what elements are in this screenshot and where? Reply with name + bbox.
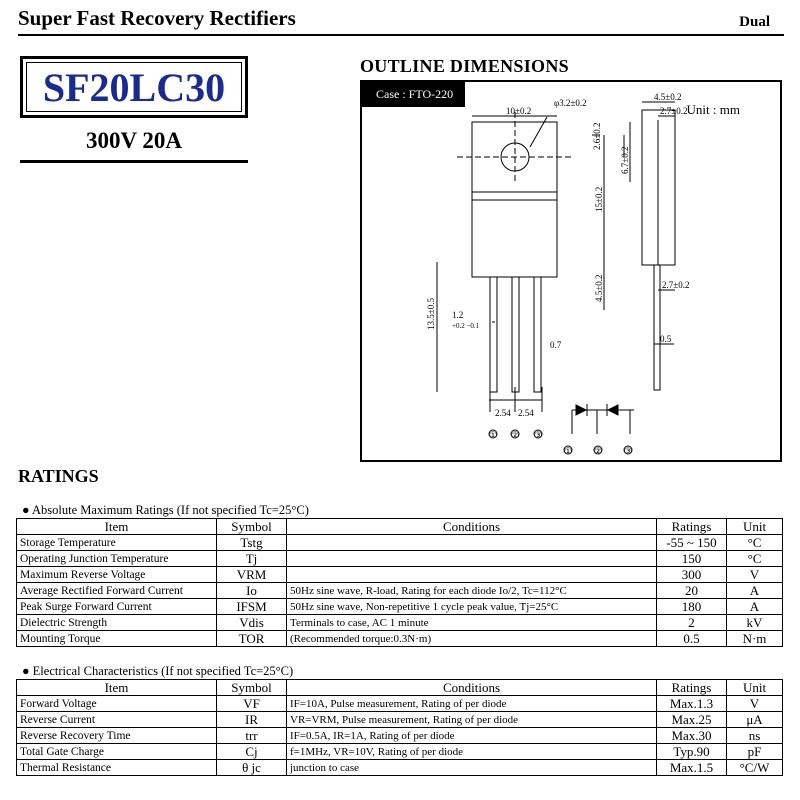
cell-rating: 180 bbox=[657, 599, 727, 615]
header-conditions: Conditions bbox=[287, 680, 657, 696]
cell-conditions: IF=0.5A, IR=1A, Rating of per diode bbox=[287, 728, 657, 744]
dim-side-t2: 2.7±0.2 bbox=[662, 280, 690, 290]
cell-symbol: Tj bbox=[217, 551, 287, 567]
table-row bbox=[17, 567, 783, 583]
cell-conditions bbox=[287, 551, 657, 567]
cell-symbol: VRM bbox=[217, 567, 287, 583]
table-row bbox=[17, 728, 783, 744]
cell-symbol: Vdis bbox=[217, 615, 287, 631]
cell-conditions: 50Hz sine wave, R-load, Rating for each diode Io/2, Tc=112°C bbox=[287, 583, 657, 599]
table-header-row bbox=[17, 519, 783, 535]
cell-unit: V bbox=[727, 567, 783, 583]
cell-unit: °C/W bbox=[727, 760, 783, 776]
cell-rating: Max.25 bbox=[657, 712, 727, 728]
cell-symbol: θ jc bbox=[217, 760, 287, 776]
cell-item: Total Gate Charge bbox=[17, 744, 217, 760]
cell-unit: °C bbox=[727, 551, 783, 567]
cell-symbol: Io bbox=[217, 583, 287, 599]
cell-item: Average Rectified Forward Current bbox=[17, 583, 217, 599]
cell-item: Reverse Current bbox=[17, 712, 217, 728]
table-row bbox=[17, 744, 783, 760]
part-number-box bbox=[20, 56, 248, 118]
cell-conditions: VR=VRM, Pulse measurement, Rating of per diode bbox=[287, 712, 657, 728]
cell-symbol: IR bbox=[217, 712, 287, 728]
dim-lead-tol: +0.2 −0.1 bbox=[452, 322, 480, 330]
cell-item: Forward Voltage bbox=[17, 696, 217, 712]
outline-title: OUTLINE DIMENSIONS bbox=[360, 56, 569, 76]
dim-side-l: 0.5 bbox=[660, 334, 672, 344]
cell-rating: 150 bbox=[657, 551, 727, 567]
dim-hole-pos: 2.6±0.2 bbox=[592, 122, 602, 150]
header-conditions: Conditions bbox=[287, 519, 657, 535]
cell-item: Reverse Recovery Time bbox=[17, 728, 217, 744]
cell-item: Thermal Resistance bbox=[17, 760, 217, 776]
dim-lead-t: 0.7 bbox=[550, 340, 562, 350]
pin-label-2: ② bbox=[511, 430, 520, 440]
dim-pitch-1: 2.54 bbox=[495, 408, 511, 418]
table-row bbox=[17, 599, 783, 615]
header-rule bbox=[18, 34, 784, 36]
cell-rating: Max.1.3 bbox=[657, 696, 727, 712]
cell-rating: Max.30 bbox=[657, 728, 727, 744]
header-ratings: Ratings bbox=[657, 680, 727, 696]
cell-conditions: 50Hz sine wave, Non-repetitive 1 cycle peak value, Tj=25°C bbox=[287, 599, 657, 615]
header-ratings: Ratings bbox=[657, 519, 727, 535]
dim-lead-len: 13.5±0.5 bbox=[426, 298, 436, 330]
schem-pin-1: ① bbox=[564, 446, 573, 456]
device-type: Dual bbox=[739, 14, 770, 30]
cell-conditions: junction to case bbox=[287, 760, 657, 776]
cell-item: Dielectric Strength bbox=[17, 615, 217, 631]
cell-symbol: Cj bbox=[217, 744, 287, 760]
elec-char-table bbox=[16, 679, 783, 776]
table-row bbox=[17, 583, 783, 599]
cell-item: Storage Temperature bbox=[17, 535, 217, 551]
table-row bbox=[17, 712, 783, 728]
table-row bbox=[17, 551, 783, 567]
cell-unit: N·m bbox=[727, 631, 783, 647]
cell-unit: A bbox=[727, 583, 783, 599]
cell-unit: V bbox=[727, 696, 783, 712]
pin-label-1: ① bbox=[489, 430, 498, 440]
schem-pin-3: ③ bbox=[624, 446, 633, 456]
cell-rating: -55 ~ 150 bbox=[657, 535, 727, 551]
cell-symbol: IFSM bbox=[217, 599, 287, 615]
cell-symbol: VF bbox=[217, 696, 287, 712]
cell-item: Peak Surge Forward Current bbox=[17, 599, 217, 615]
cell-rating: 20 bbox=[657, 583, 727, 599]
case-label: Case : FTO-220 bbox=[362, 82, 465, 107]
cell-conditions: IF=10A, Pulse measurement, Rating of per diode bbox=[287, 696, 657, 712]
rating-rule bbox=[20, 160, 248, 163]
pin-label-3: ③ bbox=[534, 430, 543, 440]
cell-unit: pF bbox=[727, 744, 783, 760]
cell-conditions bbox=[287, 567, 657, 583]
cell-rating: 300 bbox=[657, 567, 727, 583]
elec-char-title: ● Electrical Characteristics (If not specified Tc=25°C) bbox=[22, 664, 294, 678]
cell-conditions: f=1MHz, VR=10V, Rating of per diode bbox=[287, 744, 657, 760]
header-symbol: Symbol bbox=[217, 519, 287, 535]
cell-symbol: TOR bbox=[217, 631, 287, 647]
outline-drawing bbox=[362, 82, 780, 460]
cell-conditions: Terminals to case, AC 1 minute bbox=[287, 615, 657, 631]
cell-unit: A bbox=[727, 599, 783, 615]
cell-rating: Typ.90 bbox=[657, 744, 727, 760]
dim-pitch-2: 2.54 bbox=[518, 408, 534, 418]
cell-symbol: Tstg bbox=[217, 535, 287, 551]
header-item: Item bbox=[17, 680, 217, 696]
table-row bbox=[17, 535, 783, 551]
cell-rating: 0.5 bbox=[657, 631, 727, 647]
cell-unit: kV bbox=[727, 615, 783, 631]
dim-side-t: 4.5±0.2 bbox=[654, 92, 682, 102]
dim-lower: 4.5±0.2 bbox=[594, 274, 604, 302]
outline-drawing-box bbox=[360, 80, 782, 462]
header-item: Item bbox=[17, 519, 217, 535]
abs-max-table bbox=[16, 518, 783, 647]
schem-pin-2: ② bbox=[594, 446, 603, 456]
cell-item: Operating Junction Temperature bbox=[17, 551, 217, 567]
cell-unit: °C bbox=[727, 535, 783, 551]
cell-unit: μA bbox=[727, 712, 783, 728]
dim-width: 10±0.2 bbox=[506, 106, 532, 116]
dim-side-b: 2.7±0.2 bbox=[660, 106, 688, 116]
part-rating: 300V 20A bbox=[85, 128, 183, 153]
cell-unit: ns bbox=[727, 728, 783, 744]
header-symbol: Symbol bbox=[217, 680, 287, 696]
cell-rating: Max.1.5 bbox=[657, 760, 727, 776]
table-header-row bbox=[17, 680, 783, 696]
table-row bbox=[17, 615, 783, 631]
table-row bbox=[17, 631, 783, 647]
table-row bbox=[17, 760, 783, 776]
dim-hole: φ3.2±0.2 bbox=[554, 98, 587, 108]
dim-body-h: 15±0.2 bbox=[594, 186, 604, 212]
table-row bbox=[17, 696, 783, 712]
cell-conditions: (Recommended torque:0.3N·m) bbox=[287, 631, 657, 647]
cell-item: Mounting Torque bbox=[17, 631, 217, 647]
cell-symbol: trr bbox=[217, 728, 287, 744]
unit-label: Unit : mm bbox=[686, 102, 740, 117]
dim-lead-w: 1.2 bbox=[452, 310, 464, 320]
abs-max-title: ● Absolute Maximum Ratings (If not specified Tc=25°C) bbox=[22, 503, 309, 517]
cell-rating: 2 bbox=[657, 615, 727, 631]
cell-item: Maximum Reverse Voltage bbox=[17, 567, 217, 583]
cell-conditions bbox=[287, 535, 657, 551]
dim-side-h: 6.7±0.2 bbox=[620, 146, 630, 174]
part-number: SF20LC30 bbox=[26, 62, 242, 112]
header-unit: Unit bbox=[727, 519, 783, 535]
header-unit: Unit bbox=[727, 680, 783, 696]
page-title: Super Fast Recovery Rectifiers bbox=[18, 6, 296, 30]
ratings-heading: RATINGS bbox=[18, 466, 99, 486]
